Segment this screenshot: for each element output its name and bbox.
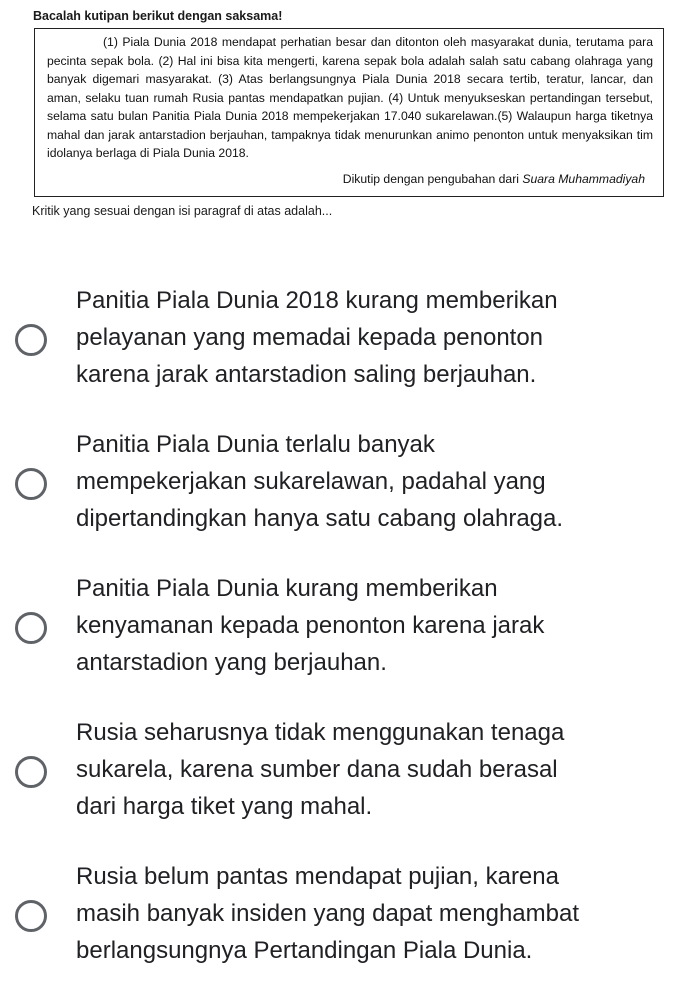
answer-option-b-line-2: mempekerjakan sukarelawan, padahal yang [76,468,546,495]
radio-button-c[interactable] [15,612,47,644]
instruction-text: Bacalah kutipan berikut dengan saksama! [33,9,283,23]
question-header [30,8,670,219]
radio-button-d[interactable] [15,756,47,788]
answer-option-b-text [76,426,672,537]
answer-option-c[interactable] [0,570,676,714]
answer-option-e-line-2: masih banyak insiden yang dapat menghambat [76,900,579,927]
passage-text: (1) Piala Dunia 2018 mendapat perhatian besar dan ditonton oleh masyarakat dunia, terutama para pecinta sepak bola. (2) Hal ini bisa kita mengerti, karena sepak bola adalah salah satu cabang olahraga yang banyak digemari masyarakat. (3) Atas berlangsungnya Piala Dunia 2018 secara tertib, teratur, lancar, dan aman, selaku tuan rumah Rusia pantas mendapatkan pujian. (4) Untuk menyukseskan pertandingan tersebut, selama satu bulan Panitia Piala Dunia 2018 mempekerjakan 17.040 sukarelawan.(5) Walaupun harga tiketnya mahal dan jarak antarstadion berjauhan, tampaknya tidak menurunkan animo penonton untuk menyaksikan tim idolanya berlaga di Piala Dunia 2018. [47,35,653,160]
answer-option-d-line-1: Rusia seharusnya tidak menggunakan tenaga [76,719,565,746]
answer-option-b[interactable] [0,426,676,570]
source-citation [47,170,645,189]
radio-button-b[interactable] [15,468,47,500]
question-prompt: Kritik yang sesuai dengan isi paragraf di atas adalah... [32,204,333,218]
answer-option-d-line-3: dari harga tiket yang mahal. [76,793,373,820]
answer-option-a[interactable] [0,282,676,426]
answer-option-c-line-2: kenyamanan kepada penonton karena jarak [76,612,545,639]
radio-button-e[interactable] [15,900,47,932]
answer-option-b-line-3: dipertandingkan hanya satu cabang olahraga. [76,505,564,532]
answer-options [0,282,676,1002]
radio-button-a[interactable] [15,324,47,356]
answer-option-c-text [76,570,672,681]
source-name: Suara Muhammadiyah [522,171,645,186]
answer-option-e[interactable] [0,858,676,1002]
answer-option-b-line-1: Panitia Piala Dunia terlalu banyak [76,431,435,458]
answer-option-a-line-1: Panitia Piala Dunia 2018 kurang memberikan [76,287,558,314]
source-prefix: Dikutip dengan pengubahan dari [342,171,523,186]
answer-option-d-line-2: sukarela, karena sumber dana sudah berasal [76,756,558,783]
answer-option-d-text [76,714,672,825]
answer-option-c-line-1: Panitia Piala Dunia kurang memberikan [76,575,498,602]
answer-option-e-line-3: berlangsungnya Pertandingan Piala Dunia. [76,937,533,964]
answer-option-a-text [76,282,672,393]
answer-option-e-text [76,858,672,969]
passage-box [34,28,664,197]
answer-option-a-line-3: karena jarak antarstadion saling berjauhan. [76,361,537,388]
answer-option-c-line-3: antarstadion yang berjauhan. [76,649,387,676]
answer-option-e-line-1: Rusia belum pantas mendapat pujian, karena [76,863,559,890]
answer-option-a-line-2: pelayanan yang memadai kepada penonton [76,324,544,351]
answer-option-d[interactable] [0,714,676,858]
